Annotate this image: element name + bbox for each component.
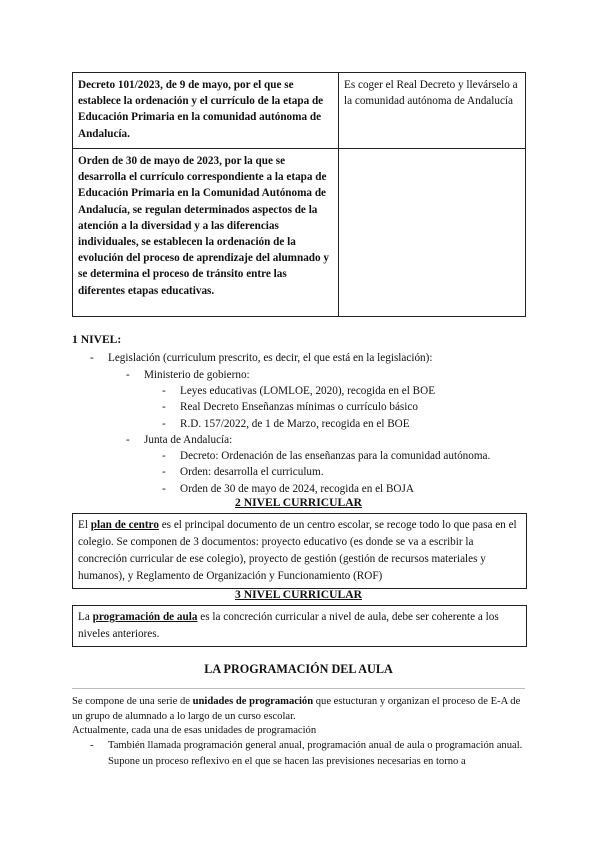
list-item-text: También llamada programación general anual, programación anual de aula o programación anual. Supone un proceso reflexivo en el que se hacen las previsiones necesarias en torno a [108,740,523,767]
list-item-text: Orden: desarrolla el curriculum. [180,466,324,479]
programacion-aula-term: programación de aula [92,611,198,623]
ministerio-list [126,367,250,383]
list-item [90,350,433,366]
list-item [162,399,435,415]
list-item [90,738,525,770]
paragraph: Actualmente, cada una de esas unidades de programación [72,725,317,736]
paragraph-text: Se compone de una serie de [72,696,193,707]
list-item-text: Decreto: Ordenación de las enseñanzas para la comunidad autónoma. [180,450,491,462]
list-item [162,481,490,497]
box-text: El [78,519,91,531]
dash-bullet: - [90,352,94,364]
list-item [126,367,250,383]
list-item-text: Orden de 30 de mayo de 2024, recogida en el BOJA [180,482,414,495]
divider [72,688,525,689]
nivel2-title: 2 NIVEL CURRICULAR [235,496,362,509]
ministerio-items [162,383,436,432]
nivel1-list [90,350,433,366]
junta-text: Junta de Andalucía: [144,434,233,446]
junta-list [126,432,233,448]
decreto-note-cell: Es coger el Real Decreto y llevárselo a la comunidad autónoma de Andalucía [339,73,526,149]
dash-bullet: - [126,434,130,446]
dash-bullet: - [162,466,166,479]
orden-note-cell [339,149,526,317]
unidades-term: unidades de programación [192,696,314,707]
plan-centro-term: plan de centro [90,519,159,531]
orden-cell: Orden de 30 de mayo de 2023, por la que se desarrolla el currículo correspondiente a la etapa de Educación Primaria en la Comunidad Autónoma de Andalucía, se regulan determinados aspectos de la atención a la diversidad y a las diferencias individuales, se establecen la ordenación de la evolución del proceso de aprendizaje del alumnado y se determina el proceso de tránsito entre las diferentes etapas educativas. [73,149,339,317]
legislacion-text: Legislación (curriculum prescrito, es decir, el que está en la legislación): [108,352,433,364]
list-item [162,383,436,399]
list-item-text: Leyes educativas (LOMLOE, 2020), recogida en el BOE [180,385,436,397]
box-text: es la concreción curricular a nivel de aula, debe ser coherente a los niveles anteriores. [78,611,499,640]
dash-bullet: - [126,369,130,381]
paragraph-text: que estucturan y organizan el proceso de E-A de un grupo de alumnado a lo largo de un curso escolar. [72,696,521,723]
list-item [162,416,435,432]
plan-centro-box [72,513,527,589]
paragraph [72,694,525,725]
table-row [73,73,526,149]
list-item [126,432,233,448]
list-item [162,448,491,464]
list-item [162,464,490,480]
nivel1-title: 1 NIVEL: [72,333,122,346]
ministerio-text: Ministerio de gobierno: [144,369,250,381]
dash-bullet: - [162,450,166,462]
programacion-aula-box [72,605,527,647]
box-text: La [78,611,93,623]
box-text: es el principal documento de un centro escolar, se recoge todo lo que pasa en el colegio. Se componen de 3 documentos: proyecto educativo (es donde se va a escribir la concreción curricular de ese colegio), proyecto de gestión (gestión de recursos materiales y humanos), y Reglamento de Organización y Funcionamiento (ROF) [78,519,517,582]
section-heading: LA PROGRAMACIÓN DEL AULA [204,662,393,676]
dash-bullet: - [162,385,166,397]
dash-bullet: - [162,401,166,414]
legislation-table [72,72,526,317]
table-row [73,149,526,317]
nivel3-title: 3 NIVEL CURRICULAR [235,588,362,601]
decreto-cell: Decreto 101/2023, de 9 de mayo, por el que se establece la ordenación y el currículo de la etapa de Educación Primaria en la comunidad autónoma de Andalucía. [73,73,339,149]
list-item-text: Real Decreto Enseñanzas mínimas o currículo básico [180,401,418,414]
dash-bullet: - [162,482,166,495]
dash-bullet: - [162,417,166,430]
junta-items [162,448,491,497]
list-item-text: R.D. 157/2022, de 1 de Marzo, recogida en el BOE [180,417,410,430]
dash-bullet: - [90,740,94,751]
